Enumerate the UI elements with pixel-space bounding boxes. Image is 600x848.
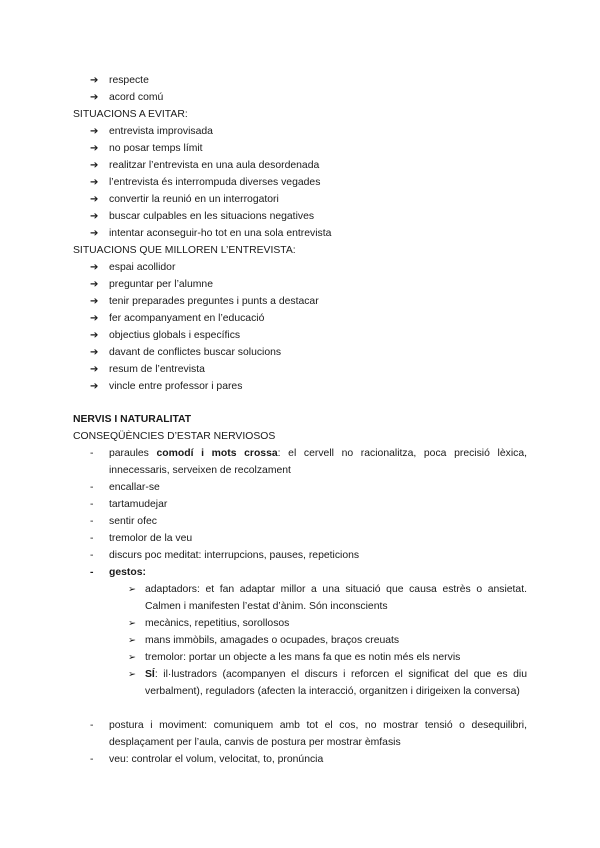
arrow-icon: ➔: [90, 92, 99, 103]
arrow-icon: ➔: [90, 75, 99, 86]
sub-list-item-text: adaptadors: et fan adaptar millor a una situació que causa estrès o ansietat. Calmen i manifesten l’estat d’ànim. Són inconscients: [145, 584, 527, 612]
list-item: - tartamudejar: [90, 496, 167, 513]
arrow-icon: ➔: [90, 330, 99, 341]
list-item: ➔ respecte: [90, 72, 149, 89]
list-item: ➔ l’entrevista és interrompuda diverses vegades: [90, 174, 320, 191]
sub-list-item: [128, 666, 145, 683]
dash-bullet: -: [90, 482, 94, 493]
list-item: ➔ no posar temps límit: [90, 140, 203, 157]
list-item: - discurs poc meditat: interrupcions, pauses, repeticions: [90, 547, 359, 564]
section-heading-avoid: SITUACIONS A EVITAR:: [73, 109, 188, 120]
dash-bullet: -: [90, 720, 94, 731]
list-item: ➔ preguntar per l’alumne: [90, 276, 213, 293]
arrow-icon: ➔: [90, 381, 99, 392]
list-item: ➔ convertir la reunió en un interrogatori: [90, 191, 279, 208]
sub-list-item: [128, 632, 145, 649]
list-item: - tremolor de la veu: [90, 530, 192, 547]
list-item: - sentir ofec: [90, 513, 157, 530]
arrowhead-icon: ➢: [128, 584, 136, 595]
list-item-text: postura i moviment: comuniquem amb tot el cos, no mostrar tensió o desequilibri, desplaçament per l’aula, canvis de postura per mostrar èmfasis: [109, 720, 527, 748]
list-item: ➔ objectius globals i específics: [90, 327, 240, 344]
section-heading-improve: SITUACIONS QUE MILLOREN L’ENTREVISTA:: [73, 245, 296, 256]
arrowhead-icon: ➢: [128, 652, 136, 663]
sub-list-item-text: tremolor: portar un objecte a les mans fa que es notin més els nervis: [145, 652, 461, 663]
list-item: ➔ acord comú: [90, 89, 163, 106]
arrow-icon: ➔: [90, 211, 99, 222]
list-item: ➔ vincle entre professor i pares: [90, 378, 242, 395]
arrowhead-icon: ➢: [128, 635, 136, 646]
list-item: - veu: controlar el volum, velocitat, to, pronúncia: [90, 751, 323, 768]
section-heading-nerves: NERVIS I NATURALITAT: [73, 414, 192, 425]
arrow-icon: ➔: [90, 347, 99, 358]
list-item: ➔ buscar culpables en les situacions negatives: [90, 208, 314, 225]
list-item: [90, 445, 109, 462]
sub-list-item: [128, 649, 145, 666]
sub-list-item-text: mans immòbils, amagades o ocupades, braços creuats: [145, 635, 400, 646]
list-item: ➔ intentar aconseguir-ho tot en una sola entrevista: [90, 225, 331, 242]
arrow-icon: ➔: [90, 143, 99, 154]
list-item: ➔ davant de conflictes buscar solucions: [90, 344, 281, 361]
list-item: ➔ realitzar l’entrevista en una aula desordenada: [90, 157, 319, 174]
arrow-icon: ➔: [90, 364, 99, 375]
sub-list-item: [128, 615, 145, 632]
arrow-icon: ➔: [90, 262, 99, 273]
list-item: - encallar-se: [90, 479, 160, 496]
dash-bullet: -: [90, 499, 94, 510]
arrow-icon: ➔: [90, 160, 99, 171]
arrow-icon: ➔: [90, 296, 99, 307]
arrowhead-icon: ➢: [128, 669, 136, 680]
dash-bullet: -: [90, 516, 94, 527]
list-item: ➔ espai acollidor: [90, 259, 175, 276]
arrow-icon: ➔: [90, 279, 99, 290]
arrow-icon: ➔: [90, 194, 99, 205]
dash-bullet: -: [90, 448, 94, 459]
arrow-icon: ➔: [90, 228, 99, 239]
dash-bullet: -: [90, 550, 94, 561]
dash-bullet: -: [90, 567, 94, 578]
arrow-icon: ➔: [90, 177, 99, 188]
section-subheading-consequences: CONSEQÜÈNCIES D’ESTAR NERVIOSOS: [73, 431, 276, 442]
arrow-icon: ➔: [90, 313, 99, 324]
sub-list-item: [128, 581, 145, 598]
list-item-gestures: - gestos:: [90, 564, 146, 581]
list-item: [90, 717, 109, 734]
arrow-icon: ➔: [90, 126, 99, 137]
list-item: ➔ fer acompanyament en l’educació: [90, 310, 264, 327]
sub-list-item-text: mecànics, repetitius, sorollosos: [145, 618, 290, 629]
sub-list-item-text: SÍ: il·lustradors (acompanyen el discurs i reforcen el significat del que es diu verbalment), reguladors (afecten la interacció, organitzen i dirigeixen la conversa): [145, 669, 527, 697]
dash-bullet: -: [90, 754, 94, 765]
dash-bullet: -: [90, 533, 94, 544]
list-item-text: paraules comodí i mots crossa: el cervell no racionalitza, poca precisió lèxica, innecessaris, serveixen de recolzament: [109, 448, 527, 476]
list-item: ➔ entrevista improvisada: [90, 123, 213, 140]
list-item: ➔ resum de l’entrevista: [90, 361, 205, 378]
arrowhead-icon: ➢: [128, 618, 136, 629]
list-item: ➔ tenir preparades preguntes i punts a destacar: [90, 293, 319, 310]
